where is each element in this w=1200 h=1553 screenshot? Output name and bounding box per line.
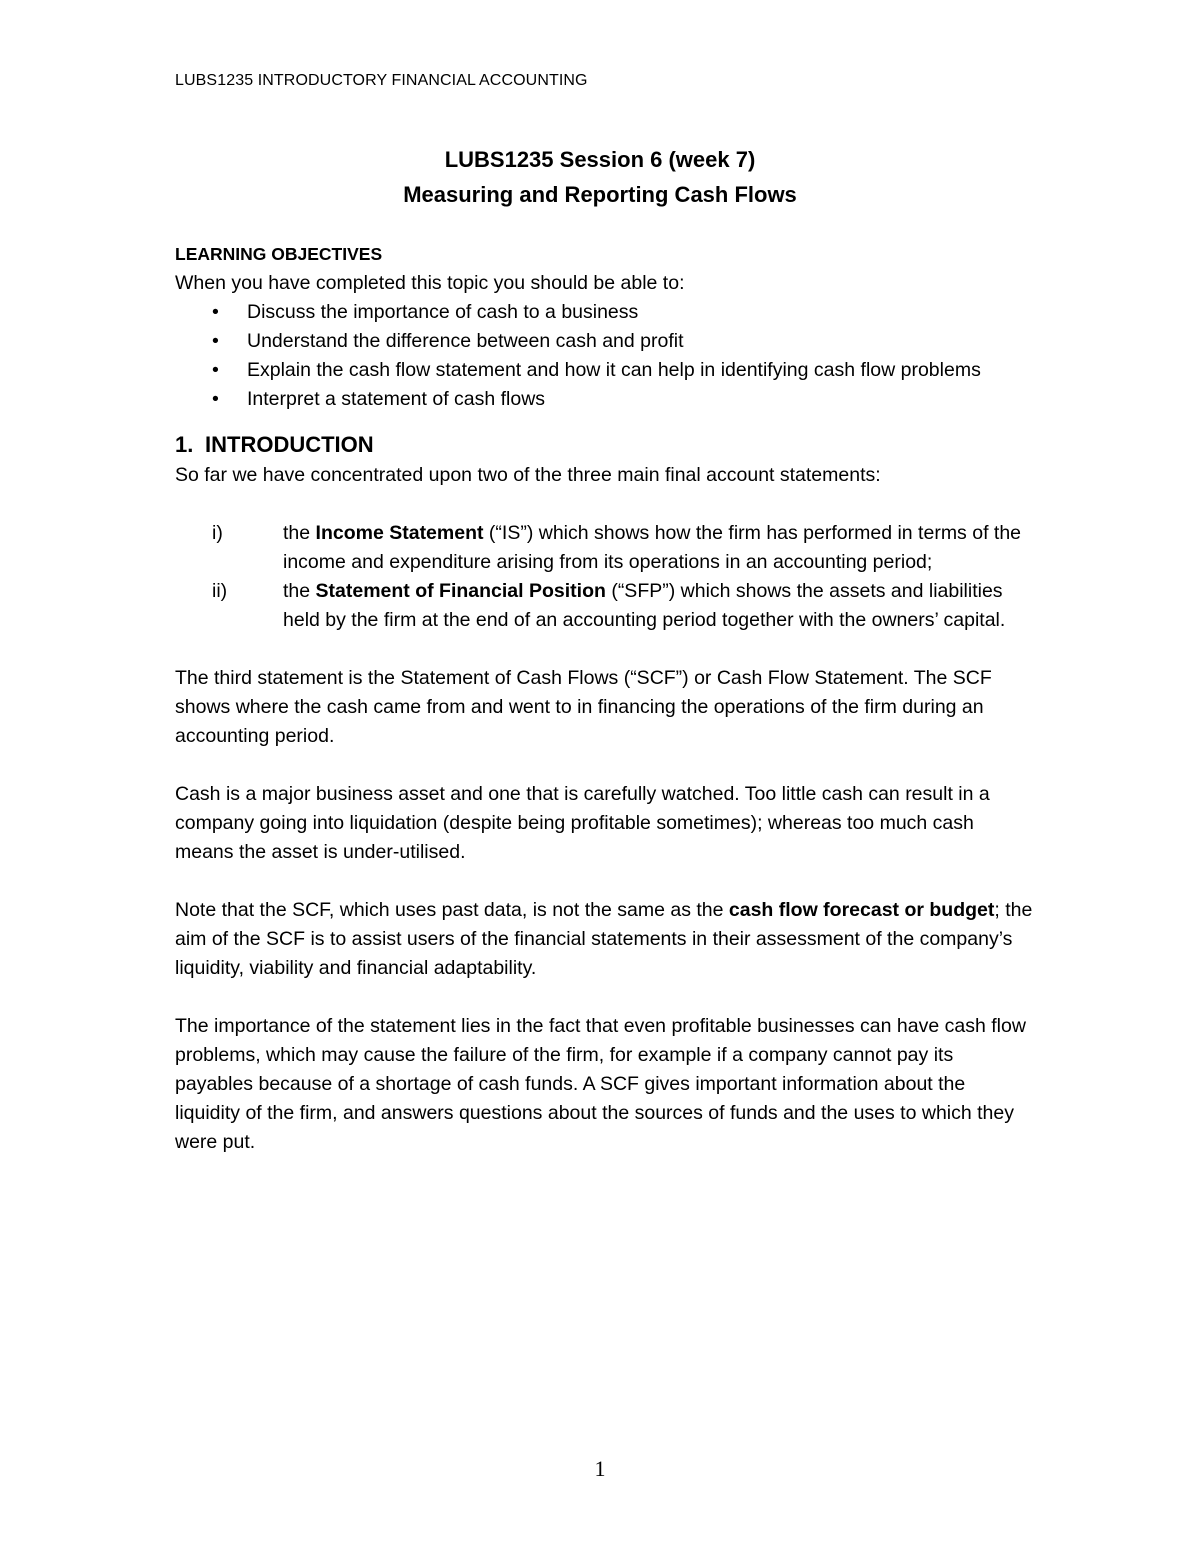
page-number: 1 bbox=[594, 1456, 606, 1481]
section-intro-paragraph: So far we have concentrated upon two of the three main final account statements: bbox=[175, 464, 881, 486]
list-marker: ii) bbox=[212, 580, 228, 602]
paragraph-third-statement: The third statement is the Statement of Cash Flows (“SCF”) or Cash Flow Statement. The SCF shows where the cash came from and went to in financing the operations of the firm during an accounting period. bbox=[175, 667, 992, 747]
list-item-text: Understand the difference between cash and profit bbox=[247, 330, 684, 352]
term-statement-of-financial-position: Statement of Financial Position bbox=[315, 580, 606, 602]
paragraph-cash-asset: Cash is a major business asset and one that is carefully watched. Too little cash can result in a company going into liquidation (despite being profitable sometimes); whereas too much cash means the asset is under-utilised. bbox=[175, 783, 990, 863]
list-text: (“SFP”) which shows the assets and liabilities held by the firm at the end of an accounting period together with the owners’ capital. bbox=[283, 580, 1006, 631]
learning-objectives-heading: LEARNING OBJECTIVES bbox=[175, 244, 383, 264]
term-cash-flow-forecast: cash flow forecast or budget bbox=[728, 899, 995, 921]
title-line-topic: Measuring and Reporting Cash Flows bbox=[403, 182, 797, 207]
term-income-statement: Income Statement bbox=[315, 522, 484, 544]
paragraph-text: ; the aim of the SCF is to assist users of the financial statements in their assessment of the company’s liquidity, viability and financial adaptability. bbox=[175, 899, 1033, 979]
learning-objectives bbox=[175, 240, 1035, 414]
list-item-income-statement bbox=[175, 519, 1035, 577]
list-item-financial-position bbox=[175, 577, 1035, 635]
list-item bbox=[212, 385, 1035, 414]
title-line-session: LUBS1235 Session 6 (week 7) bbox=[444, 147, 756, 172]
learning-objectives-intro: When you have completed this topic you should be able to: bbox=[175, 272, 685, 294]
list-marker: i) bbox=[212, 522, 223, 544]
objectives-list bbox=[175, 298, 1035, 414]
list-item-text: Discuss the importance of cash to a business bbox=[247, 301, 639, 323]
section-number: 1. bbox=[175, 432, 194, 457]
list-item-text: Explain the cash flow statement and how it can help in identifying cash flow problems bbox=[247, 359, 981, 381]
list-text: the bbox=[283, 580, 316, 602]
list-text: the bbox=[283, 522, 316, 544]
list-item-text: Interpret a statement of cash flows bbox=[247, 388, 546, 410]
paragraph-text: Note that the SCF, which uses past data, is not the same as the bbox=[175, 899, 729, 921]
document-title bbox=[0, 142, 1200, 212]
bullet-icon: • bbox=[212, 330, 219, 352]
document-body bbox=[175, 240, 1035, 1157]
bullet-icon: • bbox=[212, 359, 219, 381]
paragraph-importance: The importance of the statement lies in the fact that even profitable businesses can have cash flow problems, which may cause the failure of the firm, for example if a company cannot pay its payables because of a shortage of cash funds. A SCF gives important information about the liquidity of the firm, and answers questions about the sources of funds and the uses to which they were put. bbox=[175, 1015, 1026, 1153]
list-text: (“IS”) which shows how the firm has performed in terms of the income and expenditure arising from its operations in an accounting period; bbox=[283, 522, 1022, 573]
bullet-icon: • bbox=[212, 388, 219, 410]
running-header: LUBS1235 INTRODUCTORY FINANCIAL ACCOUNTING bbox=[175, 72, 588, 89]
paragraph-note-scf bbox=[175, 896, 1035, 983]
bullet-icon: • bbox=[212, 301, 219, 323]
list-item bbox=[212, 327, 1035, 356]
section-title: INTRODUCTION bbox=[205, 432, 374, 457]
list-item bbox=[212, 356, 1035, 385]
section-heading-introduction bbox=[175, 428, 1035, 461]
list-item bbox=[212, 298, 1035, 327]
